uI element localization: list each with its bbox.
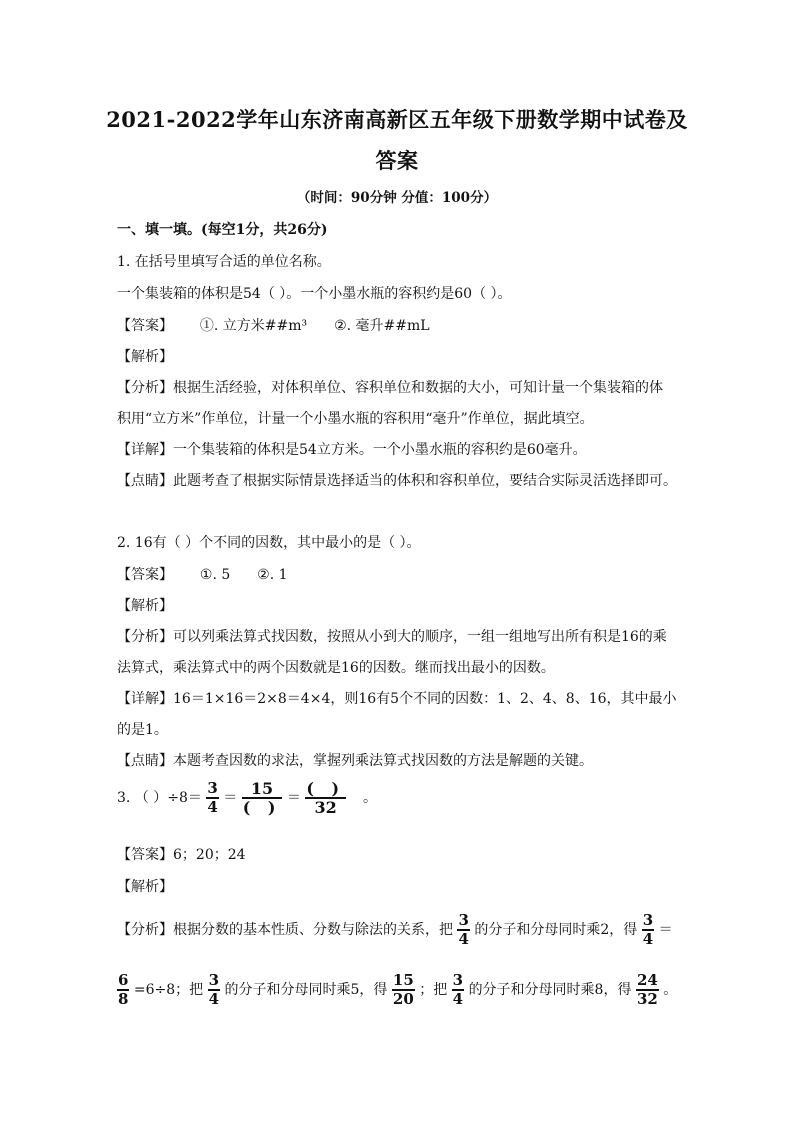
q3-stem-end: 。: [362, 790, 377, 806]
fraction-blank-32: $\frac{( )}{32}$: [306, 779, 346, 817]
document-title-line1: 2021-2022学年山东济南高新区五年级下册数学期中试卷及: [106, 107, 688, 132]
q1-answer-a: ①. 立方米##m³: [199, 318, 308, 334]
q2-answer-a: ①. 5: [199, 567, 231, 583]
fraction-24-32: $\frac{24}{32}$: [636, 971, 658, 1008]
q2-stem: 2. 16有（ ）个不同的因数，其中最小的是（ ）。: [117, 535, 421, 551]
fraction-15-blank: $\frac{15}{( )}$: [242, 779, 282, 817]
exam-info: （时间：90分钟 分值：100分）: [296, 190, 498, 206]
q1-fenxi-2: 积用“立方米”作单位，计量一个小墨水瓶的容积用“毫升”作单位，据此填空。: [117, 411, 594, 427]
equals-sign: ＝: [286, 790, 301, 806]
q2-xiangjie-2: 的是1。: [117, 722, 168, 738]
fraction-3-4: $\frac{3}{4}$: [208, 971, 220, 1008]
q1-jiexi: 【解析】: [117, 349, 173, 365]
fraction-3-4: $\frac{3}{4}$: [458, 911, 469, 948]
q1-dianjing: 【点睛】此题考查了根据实际情景选择适当的体积和容积单位，要结合实际灵活选择即可。: [117, 473, 677, 489]
q2-answer-b: ②. 1: [257, 567, 288, 583]
section-heading: 一、填一填。(每空1分，共26分): [117, 222, 328, 238]
q2-fenxi-2: 法算式，乘法算式中的两个因数就是16的因数。继而找出最小的因数。: [117, 660, 555, 676]
q3-answer: 【答案】6；20；24: [117, 847, 246, 863]
answer-label: 【答案】: [117, 318, 173, 334]
q1-stem: 1. 在括号里填写合适的单位名称。: [117, 254, 331, 270]
q1-fenxi-1: 【分析】根据生活经验，对体积单位、容积单位和数据的大小，可知计量一个集装箱的体: [117, 380, 663, 396]
document-title-line2: 答案: [375, 148, 419, 173]
q3-jiexi: 【解析】: [117, 879, 173, 895]
q2-fenxi-1: 【分析】可以列乘法算式找因数，按照从小到大的顺序，一组一组地写出所有积是16的乘: [117, 629, 667, 645]
answer-label: 【答案】: [117, 567, 173, 583]
q2-xiangjie-1: 【详解】16＝1×16＝2×8＝4×4，则16有5个不同的因数：1、2、4、8、16，其中最小: [117, 691, 677, 707]
q3-stem-start: 3. （ ）÷8＝: [117, 790, 202, 806]
q3-fenxi-line1: 【分析】根据分数的基本性质、分数与除法的关系，把 $\frac{3}{4}$ 的分子和分母同时乘2，得 $\frac{3}{4}$ ＝: [117, 911, 673, 948]
fraction-3-4: $\frac{3}{4}$: [452, 971, 464, 1008]
q3-stem: [117, 780, 377, 816]
q1-xiangjie: 【详解】一个集装箱的体积是54立方米。一个小墨水瓶的容积约是60毫升。: [117, 442, 587, 458]
fraction-3-4: $\frac{3}{4}$: [642, 911, 654, 948]
fraction-15-20: $\frac{15}{20}$: [392, 971, 414, 1008]
fraction-6-8: $\frac{6}{8}$: [118, 971, 129, 1008]
q3-fenxi-line2: $\frac{6}{8}$ =6÷8；把 $\frac{3}{4}$ 的分子和分母同时乘5，得 $\frac{15}{20}$ ；把 $\frac{3}{4}$ 的分子和分母同时乘8，得 $\frac{24}{32}$ 。: [118, 971, 678, 1008]
q2-answer: [117, 564, 288, 584]
fraction-3-4: $\frac{3}{4}$: [207, 779, 218, 816]
q2-dianjing: 【点睛】本题考查因数的求法，掌握列乘法算式找因数的方法是解题的关键。: [117, 753, 593, 769]
q1-answer-b: ②. 毫升##mL: [334, 318, 430, 334]
equals-sign: ＝: [223, 790, 238, 806]
q1-answer: [117, 315, 430, 335]
q1-line: 一个集装箱的体积是54（ ）。一个小墨水瓶的容积约是60（ ）。: [117, 286, 512, 302]
q2-jiexi: 【解析】: [117, 598, 173, 614]
